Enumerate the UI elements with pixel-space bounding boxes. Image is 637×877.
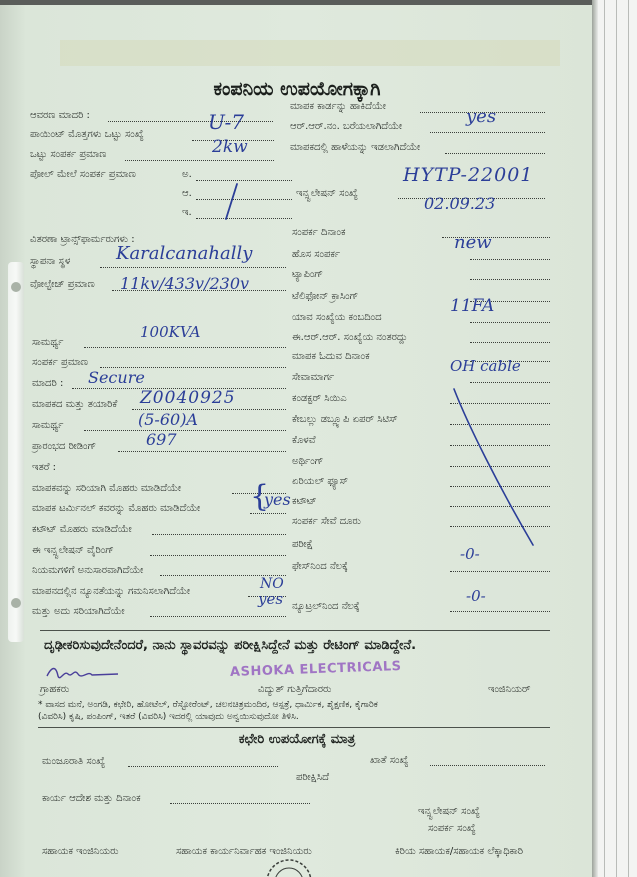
capacity-label: ಸಾಮರ್ಥ್ಯ (32, 337, 64, 348)
pole-item-c: ಇ. (182, 207, 192, 218)
fill-line (152, 534, 286, 535)
engineer-signature-label: ಇಂಜಿನಿಯರ್ (488, 684, 531, 695)
fill-line (470, 322, 550, 323)
fill-line (108, 121, 273, 122)
fill-line (450, 611, 550, 612)
location-label: ಸ್ಥಾಪನಾ ಸ್ಥಳ (30, 256, 71, 267)
office-installation-label: ಇನ್ಸ್ಟಲೇಷನ್ ಸಂಖ್ಯೆ (418, 806, 480, 817)
location-value: Karalcanahally (116, 243, 253, 264)
account-number-label: ಖಾತೆ ಸಂಖ್ಯೆ (370, 755, 409, 766)
fill-line (128, 766, 278, 767)
connection-date-label: ಸಂಪರ್ಕ ದಿನಾಂಕ (292, 227, 346, 238)
fill-line (170, 803, 310, 804)
fill-line (430, 132, 545, 133)
installation-number-label: ಇನ್ಸ್ಟಲೇಷನ್ ಸಂಖ್ಯೆ (296, 188, 358, 199)
initial-reading-label: ಪ್ರಾರಂಭದ ರೀಡಿಂಗ್ (32, 441, 97, 452)
defect-label: ಮಾಪನದಲ್ಲಿನ ನ್ಯೂನತೆಯನ್ನು ಗಮನಿಸಲಾಗಿದೆಯೇ (32, 586, 191, 597)
neutral-earth-value: -0- (466, 587, 486, 605)
handwritten-strike-line (448, 385, 540, 550)
rr-number-label: ಆರ್.ಆರ್.ನಂ. ಬರೆಯಲಾಗಿದೆಯೇ (290, 121, 403, 132)
capacity-value: 100KVA (140, 323, 201, 341)
telephone-crossing-label: ಟೆಲಿಫೋನ್ ಕ್ರಾಸಿಂಗ್ (292, 291, 359, 302)
accounts-officer-label: ಕಿರಿಯ ಸಹಾಯಕ/ಸಹಾಯಕ ಲೆಕ್ಕಾಧಿಕಾರಿ (395, 846, 523, 857)
earthing-label: ಅರ್ಥಿಂಗ್ (292, 456, 324, 467)
terminal-sealed-label: ಮಾಪಕ ಟರ್ಮಿನಲ್ ಕವರನ್ನು ಮೊಹರು ಮಾಡಿದೆಯೇ (32, 503, 201, 514)
declaration-text: ದೃಢೀಕರಿಸುವುದೇನೆಂದರೆ, ನಾನು ಸ್ಥಾವರವನ್ನು ಪರೀಕ್ಷಿಸಿದ್ದೇನೆ ಮತ್ತು ರೇಟಿಂಗ್ ಮಾಡಿದ್ದೇನೆ. (44, 638, 417, 653)
checked-label: ಪರೀಕ್ಷಿಸಿದೆ (296, 772, 329, 783)
fill-line (196, 199, 292, 200)
model-value: Secure (88, 368, 145, 387)
meter-sealed-label: ಮಾಪಕವನ್ನು ಸರಿಯಾಗಿ ಮೊಹರು ಮಾಡಿದೆಯೇ (32, 483, 182, 494)
assistant-executive-engineer-label: ಸಹಾಯಕ ಕಾರ್ಯನಿರ್ವಾಹಕ ಇಂಜಿನಿಯರು (176, 846, 312, 857)
consumer-signature (44, 662, 124, 684)
work-order-label: ಕಾರ್ಯ ಆದೇಶ ಮತ್ತು ದಿನಾಂಕ (42, 793, 141, 804)
fill-line (150, 555, 286, 556)
terminal-sealed-value: yes (264, 490, 291, 509)
total-load-label: ಒಟ್ಟು ಸಂಪರ್ಕ ಪ್ರಮಾಣ (30, 149, 107, 160)
office-use-heading: ಕಛೇರಿ ಉಪಯೋಗಕ್ಕೆ ಮಾತ್ರ (238, 732, 356, 747)
meter-rating-value: (5-60)A (138, 410, 198, 429)
fill-line (470, 279, 550, 280)
pole-number-value: 11FA (450, 296, 495, 316)
fill-line (125, 160, 274, 161)
test-label: ಪರೀಕ್ಷೆ (292, 539, 314, 550)
premises-note-line-2: (ವಿವರಿಸಿ) ಕೃಷಿ, ಪಂಪಿಂಗ್, ಇತರೆ (ವಿವರಿಸಿ) ಇದರಲ್ಲಿ ಯಾವುದು ಅನ್ವಯಿಸುವುದೋ ತಿಳಿಸಿ. (38, 712, 299, 722)
fill-line (470, 382, 550, 383)
total-load-value: 2kw (212, 137, 248, 157)
handwritten-slash (220, 182, 244, 222)
premises-type-label: ಆವರಣ ಮಾದರಿ : (30, 110, 90, 121)
reading-date-label: ಮಾಪಕ ಓದುವ ದಿನಾಂಕ (292, 351, 370, 362)
fill-line (196, 180, 292, 181)
rules-label: ನಿಯಮಗಳಿಗೆ ಅನುಸಾರವಾಗಿದೆಯೇ (32, 565, 144, 576)
transformer-heading: ವಿತರಣಾ ಟ್ರಾನ್ಸ್‌ಫಾರ್ಮರುಗಳು : (30, 234, 135, 245)
section-divider (40, 630, 550, 631)
contractor-signature-label: ವಿದ್ಯುತ್ ಗುತ್ತಿಗೆದಾರರು (258, 684, 332, 695)
meter-serial-label: ಮಾಪಕದ ಮತ್ತು ತಯಾರಿಕೆ (32, 399, 118, 410)
connection-rating-label: ಸಂಪರ್ಕ ಪ್ರಮಾಣ (32, 357, 88, 368)
wiring-label: ಈ ಇನ್ಸ್ಟಲೇಷನ್ ವೈರಿಂಗ್ (32, 545, 114, 556)
pole-connection-label: ಪೋಲ್ ಮೇಲೆ ಸಂಪರ್ಕ ಪ್ರಮಾಣ (30, 169, 136, 180)
fill-line (196, 218, 292, 219)
assistant-engineer-label: ಸಹಾಯಕ ಇಂಜಿನಿಯರು (42, 846, 119, 857)
neutral-earth-label: ನ್ಯೂಟ್ರಲ್‌ನಿಂದ ನೆಲಕ್ಕೆ (292, 601, 360, 612)
installation-date-value: 02.09.23 (424, 194, 496, 213)
service-distance-label: ಸಂಪರ್ಕ ಸೇವೆ ದೂರು (292, 516, 361, 527)
rr-number-value: yes (466, 106, 497, 127)
fill-line (430, 765, 545, 766)
fill-line (450, 571, 550, 572)
correct-value: yes (258, 590, 284, 608)
fill-line (150, 616, 286, 617)
meter-sheet-label: ಮಾಪಕದಲ್ಲಿ ಹಾಳೆಯನ್ನು ಇಡಲಾಗಿದೆಯೇ (290, 142, 421, 153)
phase-earth-label: ಫೇಸ್‌ನಿಂದ ನೆಲಕ್ಕೆ (292, 561, 348, 572)
stacked-pages-edge (592, 0, 637, 877)
initial-reading-value: 697 (146, 430, 177, 449)
handwritten-brace-icon: { (250, 479, 270, 514)
form-title: ಕಂಪನಿಯ ಉಪಯೋಗಕ್ಕಾಗಿ (213, 78, 381, 100)
consumer-signature-label: ಗ್ರಾಹಕರು (40, 684, 70, 695)
fill-line (84, 347, 286, 348)
voltage-value: 11kv/433v/230v (120, 274, 250, 293)
fill-line (445, 153, 545, 154)
new-connection-value: new (454, 232, 492, 253)
meter-rating-label: ಸಾಮರ್ಥ್ಯ (32, 420, 64, 431)
cutout-label: ಕಟೌಟ್ (292, 496, 317, 507)
fill-line (470, 342, 550, 343)
others-label: ಇತರೆ : (32, 462, 57, 473)
fill-line (84, 430, 286, 431)
pole-item-b: ಆ. (182, 188, 192, 199)
aerial-fuse-label: ಏರಿಯಲ್ ಫ್ಯೂಸ್ (292, 476, 349, 487)
service-main-value: OH cable (450, 357, 521, 375)
defect-value: NO (260, 576, 284, 592)
correct-label: ಮತ್ತು ಅದು ಸರಿಯಾಗಿದೆಯೇ (32, 606, 125, 617)
punch-hole (11, 598, 21, 608)
after-rr-label: ಈ.ಆರ್.ಆರ್. ಸಂಖ್ಯೆಯ ನಂತರದ್ದು (292, 332, 408, 343)
binder-strip (8, 262, 24, 642)
premises-note-line-1: * ವಾಸದ ಮನೆ, ಅಂಗಡಿ, ಕಛೇರಿ, ಹೋಟೆಲ್, ರೆಸ್ಟೋರೆಂಟ್, ಚಲನಚಿತ್ರಮಂದಿರ, ಆಸ್ಪತ್ರೆ, ಧಾರ್ಮಿಕ, ಶೈಕ್ಷಣಿಕ, ಕೈಗಾರಿಕ (38, 700, 378, 710)
tapping-label: ಟ್ಯಾಪಿಂಗ್ (292, 269, 323, 280)
section-divider (38, 727, 550, 728)
fill-line (118, 451, 286, 452)
office-connection-label: ಸಂಪರ್ಕ ಸಂಖ್ಯೆ (428, 823, 476, 834)
points-total-value: U-7 (208, 110, 244, 134)
contractor-stamp: ASHOKA ELECTRICALS (229, 659, 402, 680)
model-label: ಮಾದರಿ : (32, 378, 64, 389)
installation-number-value: HYTP-22001 (403, 164, 534, 186)
sanction-number-label: ಮಂಜೂರಾತಿ ಸಂಖ್ಯೆ (42, 756, 106, 767)
punch-hole (11, 282, 21, 292)
new-connection-label: ಹೊಸ ಸಂಪರ್ಕ (292, 249, 341, 260)
pole-item-a: ಅ. (182, 169, 192, 180)
cable-label: ಕೇಬಲ್ಲು ಡಬ್ಲ್ಯೂಪಿ ಏಪರ್ ಸಿಟಿಸ್ (292, 414, 398, 425)
points-total-label: ಪಾಯಿಂಟ್ ಮೊತ್ತಗಳು ಒಟ್ಟು ಸಂಖ್ಯೆ (30, 129, 144, 140)
phase-earth-value: -0- (460, 545, 480, 563)
faded-header-band (60, 40, 560, 66)
pipe-label: ಕೊಳವೆ (292, 435, 316, 446)
meter-serial-value: Z0040925 (140, 388, 236, 408)
service-main-label: ಸೇವಾಮಾರ್ಗ (292, 372, 335, 383)
fill-line (470, 259, 550, 260)
conductor-label: ಕಂಡಕ್ಟರ್ ಸಿಯಿಎ (292, 393, 347, 404)
office-seal-icon (262, 858, 316, 877)
voltage-label: ವೋಲ್ಟೇಜ್ ಪ್ರಮಾಣ (30, 279, 95, 290)
cutout-sealed-label: ಕಟೌಟ್ ಮೊಹರು ಮಾಡಿದೆಯೇ (32, 524, 132, 535)
meter-card-label: ಮಾಪಕ ಕಾರ್ಡನ್ನು ಹಾಕಿದೆಯೇ (290, 101, 386, 112)
fill-line (100, 267, 286, 268)
pole-number-label: ಯಾವ ಸಂಖ್ಯೆಯ ಕಂಬದಿಂದ (292, 312, 382, 323)
